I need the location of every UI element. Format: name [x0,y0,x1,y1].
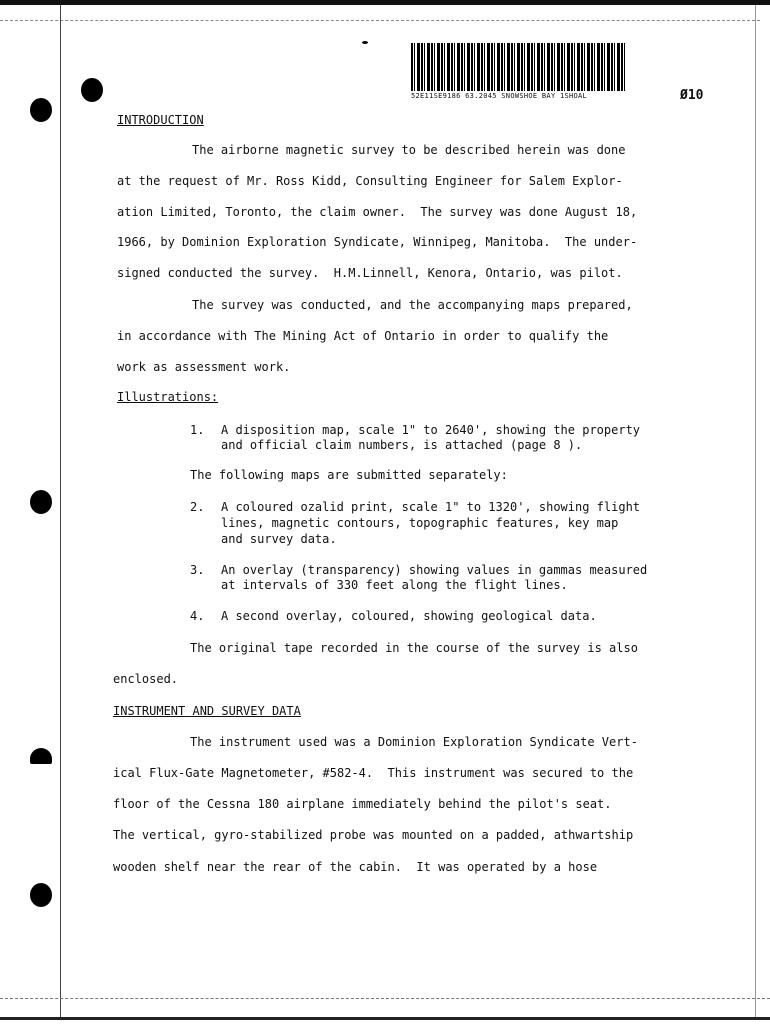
paragraph-line: at the request of Mr. Ross Kidd, Consulting Engineer for Salem Explor- [117,174,623,188]
scan-top-rule [0,20,760,22]
list-item-line: A coloured ozalid print, scale 1" to 1320', showing flight [221,500,641,514]
punch-hole [30,98,52,122]
scan-left-margin-line [60,5,61,1020]
paragraph-line: work as assessment work. [117,360,291,374]
list-item-line: An overlay (transparency) showing values in gammas measured [221,563,648,577]
scan-top-border [0,0,770,5]
instrument-heading: INSTRUMENT AND SURVEY DATA [113,704,301,718]
paragraph-line: The airborne magnetic survey to be described herein was done [192,143,626,157]
list-number: 3. [190,563,205,577]
list-item-line: A second overlay, coloured, showing geological data. [221,609,597,623]
paragraph-line: enclosed. [113,672,179,686]
punch-hole [30,883,52,907]
paragraph-line: signed conducted the survey. H.M.Linnell, Kenora, Ontario, was pilot. [117,266,623,280]
scan-bottom-border [0,1017,770,1020]
paragraph-line: The instrument used was a Dominion Exploration Syndicate Vert- [190,735,638,749]
scan-speck [362,41,368,44]
paragraph-line: The following maps are submitted separately: [190,468,508,482]
scan-right-margin-line [755,5,756,1020]
paragraph-line: ation Limited, Toronto, the claim owner. The survey was done August 18, [117,205,638,219]
paragraph-line: The vertical, gyro-stabilized probe was mounted on a padded, athwartship [113,828,634,842]
barcode [411,43,625,91]
list-number: 2. [190,500,205,514]
paragraph-line: floor of the Cessna 180 airplane immediately behind the pilot's seat. [113,797,612,811]
paragraph-line: ical Flux-Gate Magnetometer, #582-4. This instrument was secured to the [113,766,634,780]
paragraph-line: The survey was conducted, and the accompanying maps prepared, [192,298,633,312]
list-item-line: lines, magnetic contours, topographic features, key map [221,516,619,530]
page-number: Ø10 [680,88,704,103]
list-item-line: at intervals of 330 feet along the flight lines. [221,578,568,592]
list-item-line: and official claim numbers, is attached (page 8 ). [221,438,583,452]
illustrations-heading: Illustrations: [117,390,219,404]
barcode-caption: 52E11SE9186 63.2045 SNOWSHOE BAY 1SHOAL [411,92,588,100]
scan-bottom-rule [0,998,770,1000]
list-number: 1. [190,423,205,437]
list-item-line: A disposition map, scale 1" to 2640', showing the property [221,423,641,437]
paragraph-line: 1966, by Dominion Exploration Syndicate, Winnipeg, Manitoba. The under- [117,235,638,249]
paragraph-line: The original tape recorded in the course of the survey is also [190,641,638,655]
punch-hole [30,748,52,764]
paragraph-line: in accordance with The Mining Act of Ontario in order to qualify the [117,329,609,343]
introduction-heading: INTRODUCTION [117,113,204,127]
list-number: 4. [190,609,205,623]
list-item-line: and survey data. [221,532,337,546]
punch-hole [81,78,103,102]
paragraph-line: wooden shelf near the rear of the cabin. It was operated by a hose [113,860,598,874]
punch-hole [30,490,52,514]
